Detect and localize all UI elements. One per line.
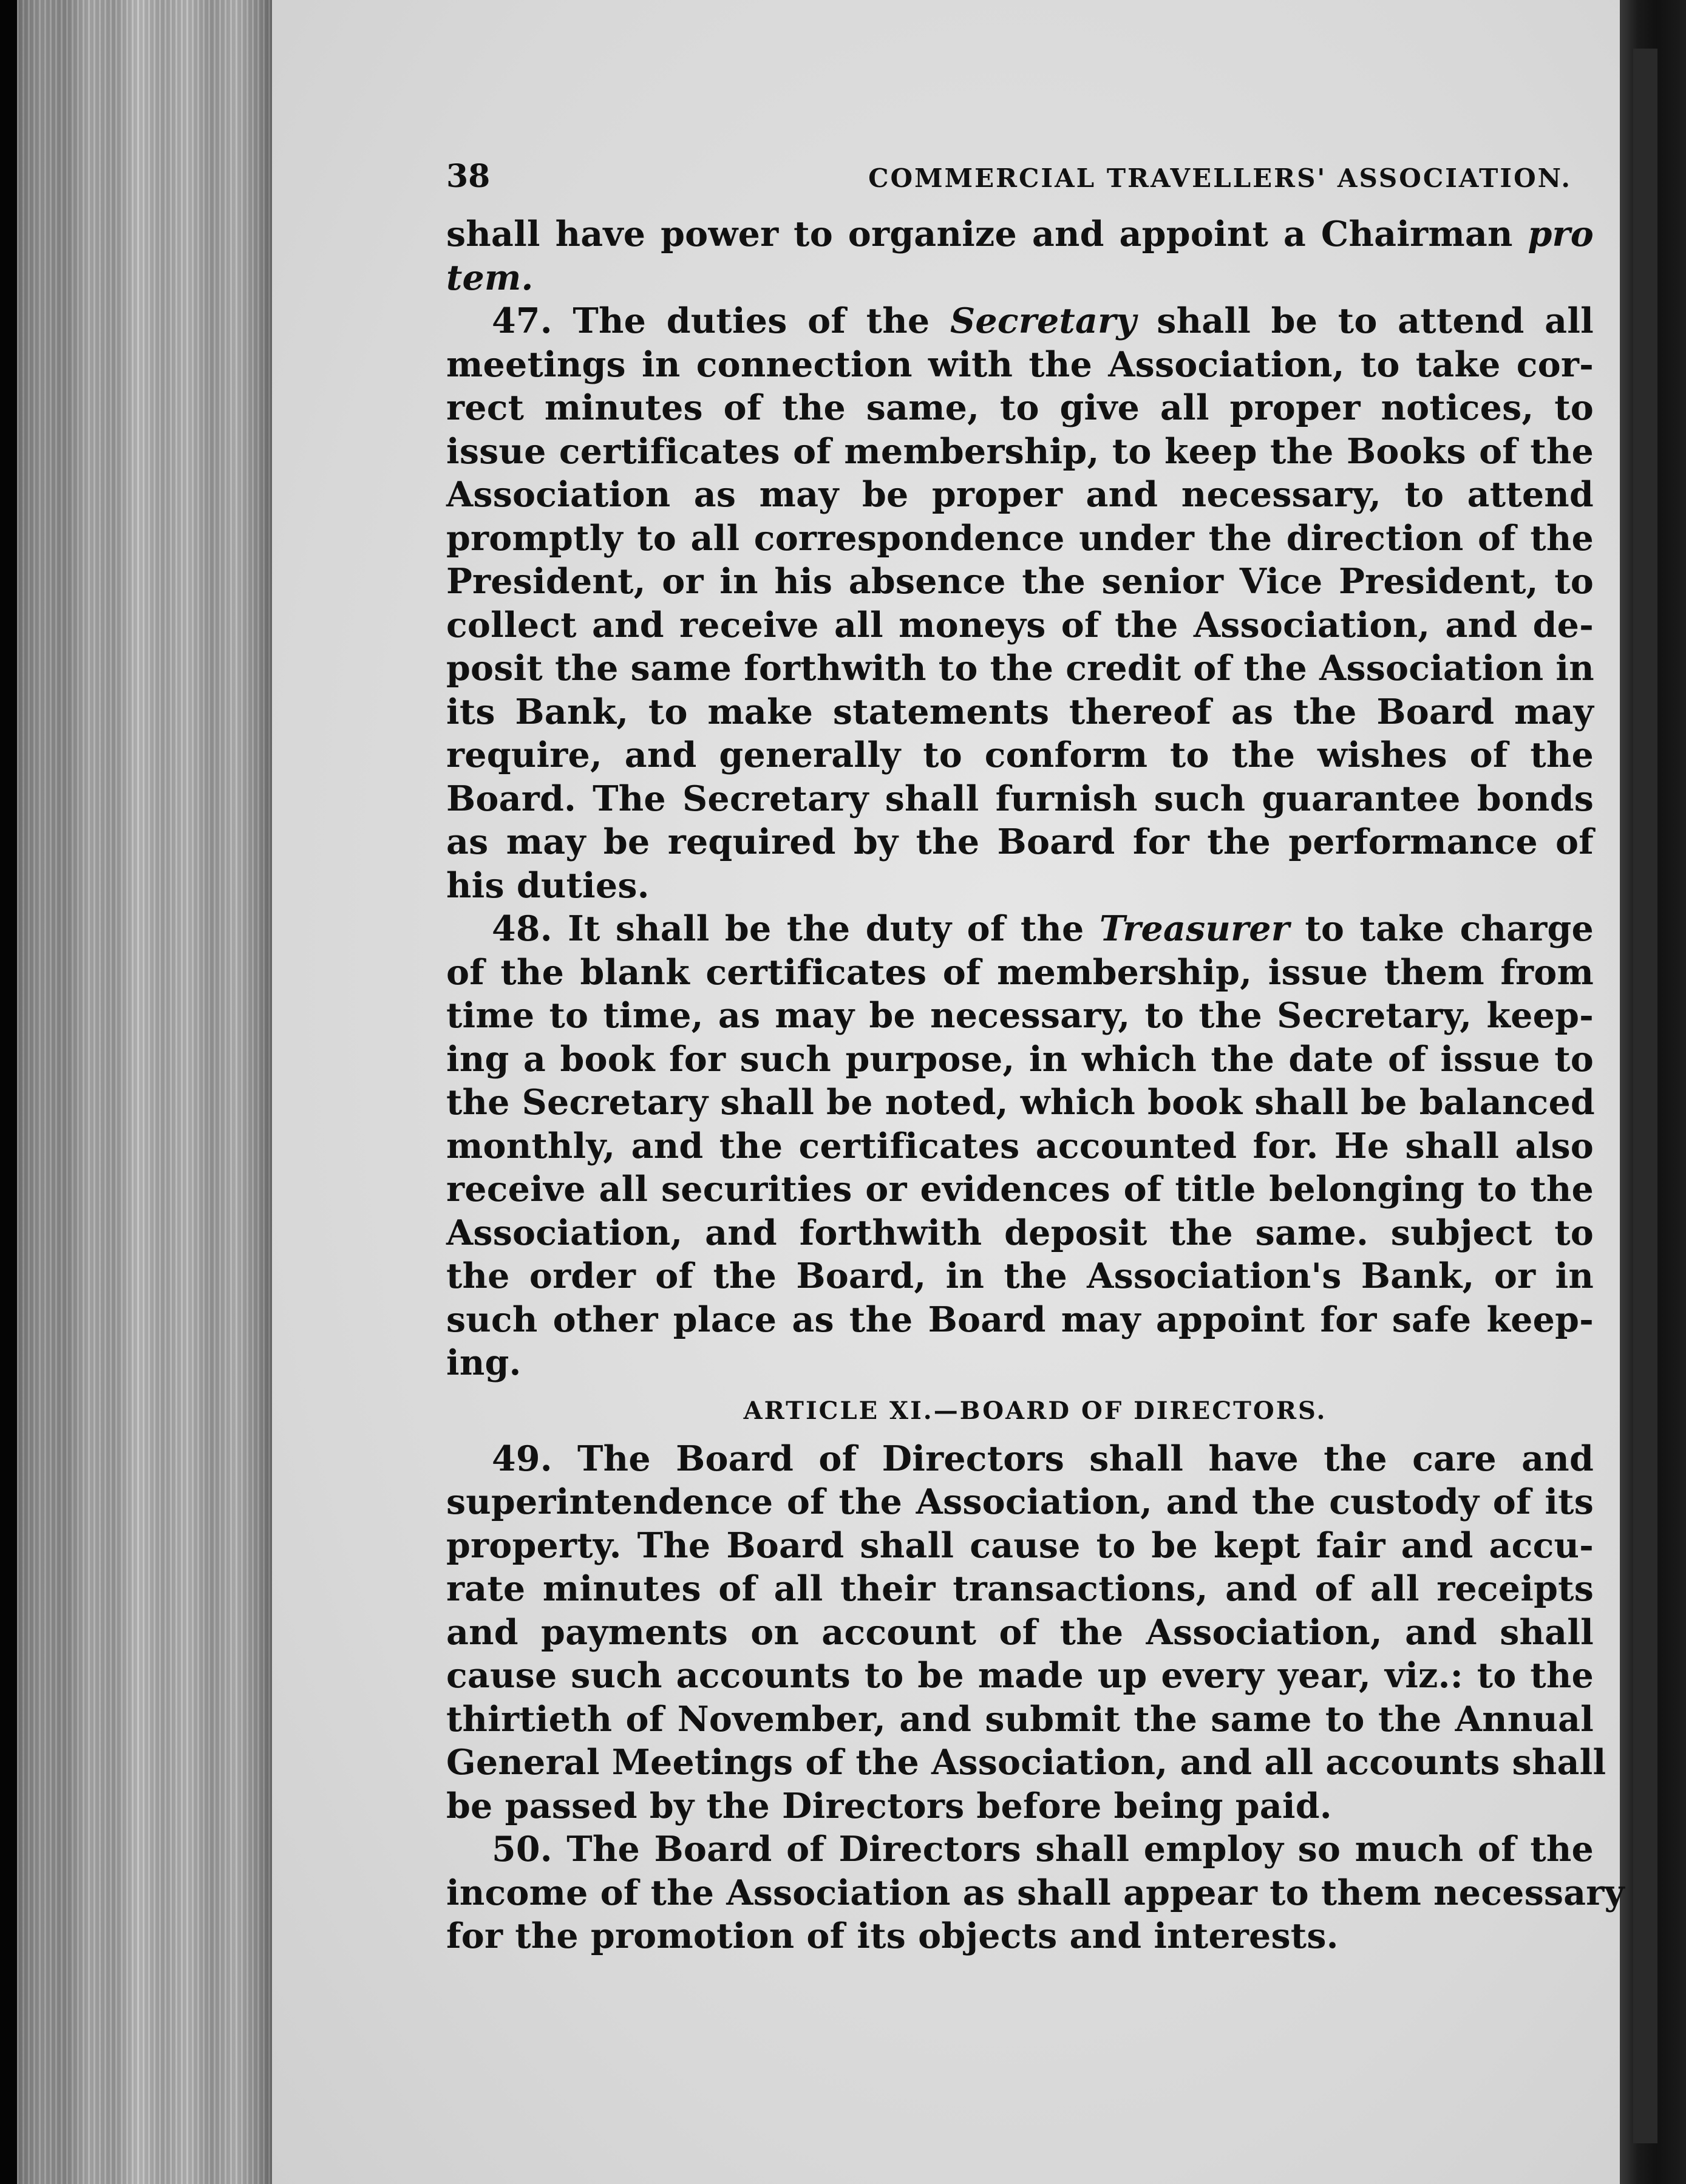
text-line [446, 430, 1594, 474]
page-text-block [446, 158, 1625, 1958]
text-run: superintendence of the Association, and the custody of its [446, 1482, 1594, 1522]
text-line [446, 1871, 1625, 1915]
text-run: President, or in his absence the senior Vice President, to [446, 561, 1594, 602]
text-line [446, 299, 1594, 343]
text-run: as may be required by the Board for the performance of [446, 822, 1594, 862]
text-line [446, 1784, 1594, 1828]
text-line [446, 560, 1594, 604]
text-run: 48. It shall be the duty of the [492, 908, 1100, 949]
book-page-edges [17, 0, 272, 2184]
text-line [446, 1254, 1594, 1298]
text-line [446, 1437, 1594, 1481]
binding-shadow [1633, 49, 1657, 2143]
text-line [446, 517, 1594, 560]
text-line: shall have power to organize and appoint a Chairman pro [446, 214, 1594, 254]
text-run: require, and generally to conform to the wishes of the [446, 735, 1594, 775]
text-run: the Secretary shall be noted, which book shall be balanced [446, 1082, 1595, 1123]
text-line [446, 733, 1594, 777]
text-run: for the promotion of its objects and interests. [446, 1916, 1339, 1956]
paragraph-49 [446, 1437, 1606, 1828]
text-line [446, 1341, 1594, 1385]
text-run: be passed by the Directors before being paid. [446, 1785, 1332, 1826]
text-run: its Bank, to make statements thereof as the Board may [446, 691, 1594, 732]
text-line [446, 1698, 1594, 1741]
text-run: shall be to attend all [1136, 301, 1594, 341]
page-number: 38 [446, 158, 491, 195]
text-line [446, 777, 1594, 821]
text-line [446, 1168, 1594, 1211]
text-run: meetings in connection with the Association, to take cor- [446, 344, 1594, 385]
text-run: 50. The Board of Directors shall employ so much of the [492, 1829, 1594, 1869]
text-line [446, 473, 1594, 517]
text-line [446, 1038, 1594, 1081]
paragraph-47 [446, 299, 1594, 907]
text-line [446, 690, 1594, 734]
text-line [446, 1611, 1594, 1655]
running-head [446, 158, 1594, 213]
text-run: receive all securities or evidences of title belonging to the [446, 1169, 1594, 1209]
text-line [446, 1081, 1594, 1124]
text-run: thirtieth of November, and submit the same to the Annual [446, 1698, 1594, 1740]
text-run: 49. The Board of Directors shall have the care and [492, 1438, 1594, 1479]
text-run: income of the Association as shall appear to them necessary [446, 1872, 1625, 1913]
text-line [446, 343, 1594, 387]
text-run: Board. The Secretary shall furnish such guarantee bonds [446, 778, 1594, 819]
text-line [446, 1914, 1594, 1958]
article-heading: ARTICLE XI.—BOARD OF DIRECTORS. [743, 1396, 1327, 1425]
text-line [446, 820, 1594, 864]
scan-left-margin [0, 0, 17, 2184]
italic-word: tem. [446, 257, 534, 298]
text-run: and payments on account of the Association, and shall [446, 1611, 1594, 1653]
text-run: 47. The duties of the [492, 301, 950, 341]
text-line [446, 864, 1594, 908]
text-line [446, 386, 1594, 430]
text-line [446, 994, 1594, 1038]
text-run: promptly to all correspondence under the direction of the [446, 517, 1594, 559]
text-run: issue certificates of membership, to keep the Books of the [446, 430, 1594, 472]
text-line [446, 1480, 1594, 1524]
text-run: cause such accounts to be made up every year, viz.: to the [446, 1655, 1594, 1696]
text-run: the order of the Board, in the Association's Bank, or in [446, 1256, 1594, 1296]
italic-word: pro [1528, 214, 1594, 254]
text-line [446, 1828, 1594, 1871]
text-run: such other place as the Board may appoint for safe keep- [446, 1299, 1594, 1340]
running-title: COMMERCIAL TRAVELLERS' ASSOCIATION. [868, 163, 1572, 193]
text-run: property. The Board shall cause to be kept fair and accu- [446, 1525, 1594, 1566]
text-run: rect minutes of the same, to give all proper notices, to [446, 387, 1594, 428]
text-run: his duties. [446, 865, 650, 906]
text-line [446, 1211, 1594, 1255]
italic-word: Treasurer [1099, 908, 1290, 949]
text-run: ing a book for such purpose, in which the date of issue to [446, 1038, 1594, 1080]
text-line [446, 907, 1594, 951]
italic-word: Secretary [950, 301, 1137, 341]
text-run: collect and receive all moneys of the Association, and de- [446, 604, 1594, 645]
text-run: ing. [446, 1342, 522, 1383]
text-run: time to time, as may be necessary, to the Secretary, keep- [446, 995, 1594, 1036]
text-line [446, 1741, 1606, 1784]
text-run: to take charge [1290, 908, 1594, 949]
paragraph-50 [446, 1828, 1625, 1958]
text-line [446, 1567, 1594, 1611]
text-line [446, 256, 1594, 300]
text-line [446, 1124, 1594, 1168]
paragraph-48 [446, 907, 1594, 1385]
text-run: Association as may be proper and necessary, to attend [446, 474, 1594, 515]
text-line [446, 1654, 1594, 1698]
text-line [446, 951, 1594, 995]
text-run: of the blank certificates of membership, issue them from [446, 951, 1594, 993]
text-run: General Meetings of the Association, and all accounts shall [446, 1742, 1606, 1783]
text-line [446, 647, 1594, 690]
text-line [446, 604, 1594, 647]
text-line [446, 1298, 1594, 1342]
text-run: Association, and forthwith deposit the same. subject to [446, 1212, 1594, 1253]
text-run: monthly, and the certificates accounted for. He shall also [446, 1125, 1594, 1166]
text-line [446, 1524, 1594, 1568]
text-run: posit the same forthwith to the credit of the Association in [446, 648, 1594, 689]
text-run: rate minutes of all their transactions, and of all receipts [446, 1568, 1594, 1609]
